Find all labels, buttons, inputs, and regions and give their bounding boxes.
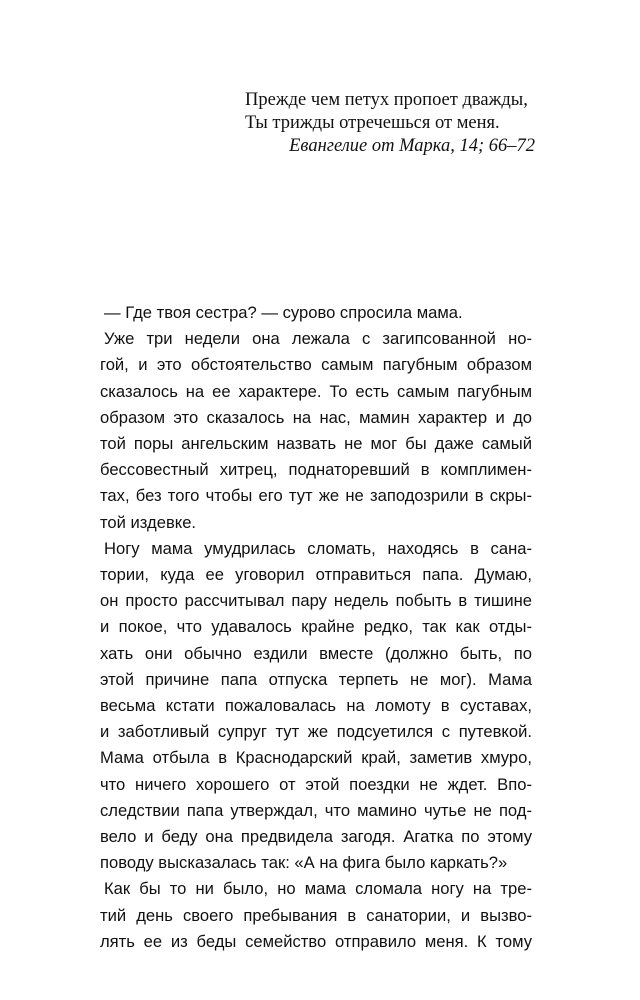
text-line: лять ее из беды семейство отправило меня. К тому (100, 931, 532, 951)
text-line: гой, и это обстоятельство самым пагубным образом (100, 355, 532, 375)
text-line: следствии папа утверждал, что мамино чутье не под- (100, 800, 532, 820)
body-text (100, 300, 532, 955)
text-line: тории, куда ее уговорил отправиться папа. Думаю, (100, 565, 532, 585)
text-line: тах, без того чтобы его тут же не заподозрили в скры- (100, 486, 532, 506)
text-line: Мама отбыла в Краснодарский край, заметив хмуро, (100, 748, 532, 768)
text-line: тий день своего пребывания в санатории, и вызво- (100, 905, 532, 925)
epigraph-line-1: Прежде чем петух пропоет дважды, (245, 90, 528, 110)
text-line: Как бы то ни было, но мама сломала ногу на тре- (104, 879, 532, 899)
text-line: той поры ангельским назвать не мог бы даже самый (100, 434, 532, 454)
text-line: этой причине папа отпуска терпеть не мог). Мама (100, 669, 532, 689)
text-line: Уже три недели она лежала с загипсованной но- (104, 329, 532, 349)
text-line: он просто рассчитывал пару недель побыть в тишине (100, 591, 532, 611)
text-line: хать они обычно ездили вместе (должно быть, по (100, 643, 532, 663)
text-line: сказалось на ее характере. То есть самым пагубным (100, 381, 532, 401)
text-line: вело и беду она предвидела загодя. Агатка по этому (100, 827, 532, 847)
text-line: образом это сказалось на нас, мамин характер и до (100, 407, 532, 427)
text-line: Ногу мама умудрилась сломать, находясь в сана- (104, 538, 532, 558)
text-line: той издевке. (100, 512, 197, 532)
text-line: — Где твоя сестра? — сурово спросила мама. (104, 303, 463, 322)
text-line: что ничего хорошего от этой поездки не ждет. Впо- (100, 774, 532, 794)
text-line: и заботливый супруг тут же подсуетился с путевкой. (100, 722, 532, 742)
text-line: весьма кстати пожаловалась на ломоту в суставах, (100, 696, 532, 716)
text-line: поводу высказалась так: «А на фига было каркать?» (100, 853, 508, 873)
text-line: бессовестный хитрец, поднаторевший в комплимен- (100, 460, 532, 480)
epigraph-line-2: Ты трижды отречешься от меня. (245, 113, 500, 133)
text-line: и покое, что удавалось крайне редко, так как отды- (100, 617, 532, 637)
epigraph (245, 89, 535, 158)
epigraph-attribution: Евангелие от Марка, 14; 66–72 (289, 136, 535, 156)
